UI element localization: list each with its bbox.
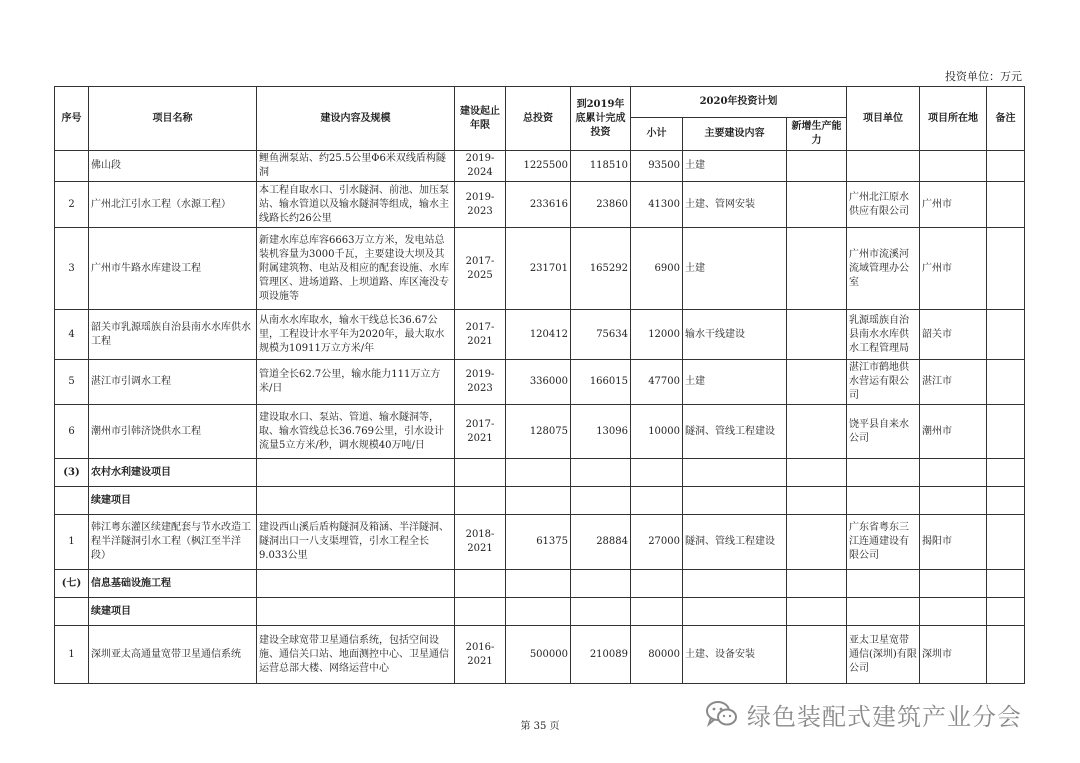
cell-content: 新建水库总库容6663万立方米，发电站总装机容量为3000千瓦，主要建设大坝及其附属建筑物、电站及相应的配套设施、水库管理区、进场道路、上坝道路、库区淹没专项设施等 bbox=[257, 228, 455, 310]
cell-content: 建设全球宽带卫星通信系统，包括空间设施、通信关口站、地面测控中心、卫星通信运营总部大楼、网络运营中心 bbox=[257, 626, 455, 684]
table-row bbox=[55, 405, 1025, 459]
cell-content: 建设西山溪后盾构隧洞及箱涵、半洋隧洞、隧洞出口一八支渠埋管，引水工程全长9.033公里 bbox=[257, 515, 455, 570]
cell-section-title: 续建项目 bbox=[89, 487, 257, 515]
cell-unit: 亚太卫星宽带通信(深圳)有限公司 bbox=[847, 626, 920, 684]
cell-empty bbox=[683, 570, 787, 598]
cell-total: 231701 bbox=[506, 228, 571, 310]
cell-empty bbox=[257, 487, 455, 515]
watermark-text: 绿色装配式建筑产业分会 bbox=[747, 702, 1022, 731]
table-row bbox=[55, 151, 1025, 182]
cell-main-content: 土建、管网安装 bbox=[683, 182, 787, 228]
cell-seq: 1 bbox=[55, 626, 89, 684]
cell-total: 61375 bbox=[506, 515, 571, 570]
cell-subtotal: 27000 bbox=[631, 515, 683, 570]
cell-cumulative: 166015 bbox=[571, 360, 631, 405]
cell-subtotal: 80000 bbox=[631, 626, 683, 684]
header-location: 项目所在地 bbox=[920, 87, 987, 151]
table-row bbox=[55, 182, 1025, 228]
cell-period: 2017-2025 bbox=[455, 228, 506, 310]
cell-content: 管道全长62.7公里，输水能力111万立方米/日 bbox=[257, 360, 455, 405]
cell-content: 从南水水库取水，输水干线总长36.67公里，工程设计水平年为2020年，最大取水规模为10911万立方米/年 bbox=[257, 310, 455, 360]
header-content: 建设内容及规模 bbox=[257, 87, 455, 151]
cell-empty bbox=[571, 570, 631, 598]
cell-cumulative: 118510 bbox=[571, 151, 631, 182]
cell-empty bbox=[631, 598, 683, 626]
cell-seq: 3 bbox=[55, 228, 89, 310]
header-name: 项目名称 bbox=[89, 87, 257, 151]
cell-total: 128075 bbox=[506, 405, 571, 459]
cell-unit: 广州北江原水供应有限公司 bbox=[847, 182, 920, 228]
cell-empty bbox=[683, 487, 787, 515]
cell-cumulative: 75634 bbox=[571, 310, 631, 360]
cell-cumulative: 28884 bbox=[571, 515, 631, 570]
cell-empty bbox=[257, 459, 455, 487]
table-body bbox=[55, 151, 1025, 684]
investment-unit-label: 投资单位：万元 bbox=[945, 70, 1022, 83]
cell-location: 韶关市 bbox=[920, 310, 987, 360]
cell-empty bbox=[787, 598, 847, 626]
cell-empty bbox=[847, 598, 920, 626]
cell-remark bbox=[987, 360, 1025, 405]
section-row bbox=[55, 598, 1025, 626]
header-subtotal: 小计 bbox=[631, 118, 683, 151]
cell-location: 潮州市 bbox=[920, 405, 987, 459]
cell-seq: 5 bbox=[55, 360, 89, 405]
cell-unit: 广东省粤东三江连通建设有限公司 bbox=[847, 515, 920, 570]
cell-empty bbox=[683, 598, 787, 626]
cell-remark bbox=[987, 626, 1025, 684]
cell-subtotal: 6900 bbox=[631, 228, 683, 310]
cell-capacity bbox=[787, 360, 847, 405]
cell-empty bbox=[920, 570, 987, 598]
investment-table bbox=[54, 86, 1025, 684]
cell-unit: 湛江市鹤地供水营运有限公司 bbox=[847, 360, 920, 405]
cell-seq: (3) bbox=[55, 459, 89, 487]
cell-empty bbox=[506, 487, 571, 515]
cell-subtotal: 47700 bbox=[631, 360, 683, 405]
cell-total: 120412 bbox=[506, 310, 571, 360]
cell-period: 2019-2023 bbox=[455, 360, 506, 405]
cell-seq: 6 bbox=[55, 405, 89, 459]
cell-main-content: 土建 bbox=[683, 228, 787, 310]
cell-empty bbox=[787, 459, 847, 487]
cell-remark bbox=[987, 228, 1025, 310]
cell-cumulative: 165292 bbox=[571, 228, 631, 310]
cell-name: 佛山段 bbox=[89, 151, 257, 182]
header-period: 建设起止年限 bbox=[455, 87, 506, 151]
cell-cumulative: 210089 bbox=[571, 626, 631, 684]
cell-empty bbox=[455, 598, 506, 626]
header-seq: 序号 bbox=[55, 87, 89, 151]
cell-unit: 饶平县自来水公司 bbox=[847, 405, 920, 459]
cell-location: 广州市 bbox=[920, 228, 987, 310]
cell-empty bbox=[631, 487, 683, 515]
cell-subtotal: 10000 bbox=[631, 405, 683, 459]
cell-main-content: 土建、设备安装 bbox=[683, 626, 787, 684]
cell-period: 2016-2021 bbox=[455, 626, 506, 684]
cell-empty bbox=[506, 598, 571, 626]
cell-seq: 2 bbox=[55, 182, 89, 228]
header-unit: 项目单位 bbox=[847, 87, 920, 151]
header-new-capacity: 新增生产能力 bbox=[787, 118, 847, 151]
cell-location: 深圳市 bbox=[920, 626, 987, 684]
cell-empty bbox=[455, 459, 506, 487]
cell-empty bbox=[920, 598, 987, 626]
cell-total: 500000 bbox=[506, 626, 571, 684]
cell-cumulative: 23860 bbox=[571, 182, 631, 228]
cell-main-content: 土建 bbox=[683, 360, 787, 405]
cell-period: 2017-2021 bbox=[455, 310, 506, 360]
cell-empty bbox=[571, 598, 631, 626]
cell-seq: (七) bbox=[55, 570, 89, 598]
cell-empty bbox=[257, 598, 455, 626]
cell-section-title: 续建项目 bbox=[89, 598, 257, 626]
table-row bbox=[55, 360, 1025, 405]
cell-empty bbox=[787, 570, 847, 598]
cell-seq: 4 bbox=[55, 310, 89, 360]
cell-empty bbox=[683, 459, 787, 487]
cell-empty bbox=[847, 570, 920, 598]
cell-section-title: 农村水利建设项目 bbox=[89, 459, 257, 487]
cell-name: 深圳亚太高通量宽带卫星通信系统 bbox=[89, 626, 257, 684]
cell-remark bbox=[987, 182, 1025, 228]
cell-location: 湛江市 bbox=[920, 360, 987, 405]
cell-period: 2019-2023 bbox=[455, 182, 506, 228]
cell-capacity bbox=[787, 151, 847, 182]
cell-capacity bbox=[787, 182, 847, 228]
cell-name: 潮州市引韩济饶供水工程 bbox=[89, 405, 257, 459]
cell-name: 广州北江引水工程（水源工程） bbox=[89, 182, 257, 228]
cell-empty bbox=[987, 487, 1025, 515]
cell-empty bbox=[571, 487, 631, 515]
section-row bbox=[55, 570, 1025, 598]
cell-empty bbox=[987, 459, 1025, 487]
cell-capacity bbox=[787, 515, 847, 570]
cell-capacity bbox=[787, 228, 847, 310]
cell-empty bbox=[920, 487, 987, 515]
table-row bbox=[55, 515, 1025, 570]
cell-total: 233616 bbox=[506, 182, 571, 228]
cell-capacity bbox=[787, 626, 847, 684]
cell-empty bbox=[257, 570, 455, 598]
section-row bbox=[55, 459, 1025, 487]
cell-empty bbox=[571, 459, 631, 487]
cell-main-content: 土建 bbox=[683, 151, 787, 182]
cell-location: 揭阳市 bbox=[920, 515, 987, 570]
cell-empty bbox=[506, 570, 571, 598]
cell-empty bbox=[787, 487, 847, 515]
header-plan-2020: 2020年投资计划 bbox=[631, 87, 847, 118]
cell-period: 2019-2024 bbox=[455, 151, 506, 182]
cell-remark bbox=[987, 151, 1025, 182]
cell-remark bbox=[987, 405, 1025, 459]
cell-empty bbox=[920, 459, 987, 487]
cell-empty bbox=[631, 570, 683, 598]
cell-capacity bbox=[787, 405, 847, 459]
cell-subtotal: 93500 bbox=[631, 151, 683, 182]
cell-remark bbox=[987, 310, 1025, 360]
cell-empty bbox=[847, 487, 920, 515]
cell-main-content: 隧洞、管线工程建设 bbox=[683, 515, 787, 570]
cell-seq: 1 bbox=[55, 515, 89, 570]
cell-content: 本工程自取水口、引水隧洞、前池、加压泵站、输水管道以及输水隧洞等组成，输水主线路长约26公里 bbox=[257, 182, 455, 228]
header-remark: 备注 bbox=[987, 87, 1025, 151]
cell-total: 1225500 bbox=[506, 151, 571, 182]
cell-subtotal: 41300 bbox=[631, 182, 683, 228]
cell-capacity bbox=[787, 310, 847, 360]
cell-empty bbox=[506, 459, 571, 487]
cell-name: 广州市牛路水库建设工程 bbox=[89, 228, 257, 310]
cell-location bbox=[920, 151, 987, 182]
cell-period: 2018-2021 bbox=[455, 515, 506, 570]
table-row bbox=[55, 626, 1025, 684]
cell-main-content: 输水干线建设 bbox=[683, 310, 787, 360]
cell-name: 韶关市乳源瑶族自治县南水水库供水工程 bbox=[89, 310, 257, 360]
cell-period: 2017-2021 bbox=[455, 405, 506, 459]
cell-empty bbox=[455, 570, 506, 598]
cell-main-content: 隧洞、管线工程建设 bbox=[683, 405, 787, 459]
cell-total: 336000 bbox=[506, 360, 571, 405]
table-row bbox=[55, 310, 1025, 360]
header-cumulative: 到2019年底累计完成投资 bbox=[571, 87, 631, 151]
cell-subtotal: 12000 bbox=[631, 310, 683, 360]
cell-seq bbox=[55, 151, 89, 182]
table-row bbox=[55, 228, 1025, 310]
header-total: 总投资 bbox=[506, 87, 571, 151]
cell-empty bbox=[987, 598, 1025, 626]
cell-empty bbox=[847, 459, 920, 487]
cell-cumulative: 13096 bbox=[571, 405, 631, 459]
cell-location: 广州市 bbox=[920, 182, 987, 228]
cell-empty bbox=[455, 487, 506, 515]
cell-content: 建设取水口、泵站、管道、输水隧洞等，取、输水管线总长36.769公里，引水设计流量5立方米/秒，调水规模40万吨/日 bbox=[257, 405, 455, 459]
cell-unit: 广州市流溪河流域管理办公室 bbox=[847, 228, 920, 310]
cell-content: 鲤鱼洲泵站、约25.5公里Φ6米双线盾构隧洞 bbox=[257, 151, 455, 182]
cell-name: 韩江粤东灌区续建配套与节水改造工程半洋隧洞引水工程（枫江至半洋段） bbox=[89, 515, 257, 570]
cell-section-title: 信息基础设施工程 bbox=[89, 570, 257, 598]
header-main-content: 主要建设内容 bbox=[683, 118, 787, 151]
cell-seq bbox=[55, 598, 89, 626]
cell-empty bbox=[631, 459, 683, 487]
cell-unit bbox=[847, 151, 920, 182]
cell-seq bbox=[55, 487, 89, 515]
section-row bbox=[55, 487, 1025, 515]
page-number: 第 35 页 bbox=[520, 721, 560, 732]
cell-empty bbox=[987, 570, 1025, 598]
cell-unit: 乳源瑶族自治县南水水库供水工程管理局 bbox=[847, 310, 920, 360]
cell-remark bbox=[987, 515, 1025, 570]
cell-name: 湛江市引调水工程 bbox=[89, 360, 257, 405]
